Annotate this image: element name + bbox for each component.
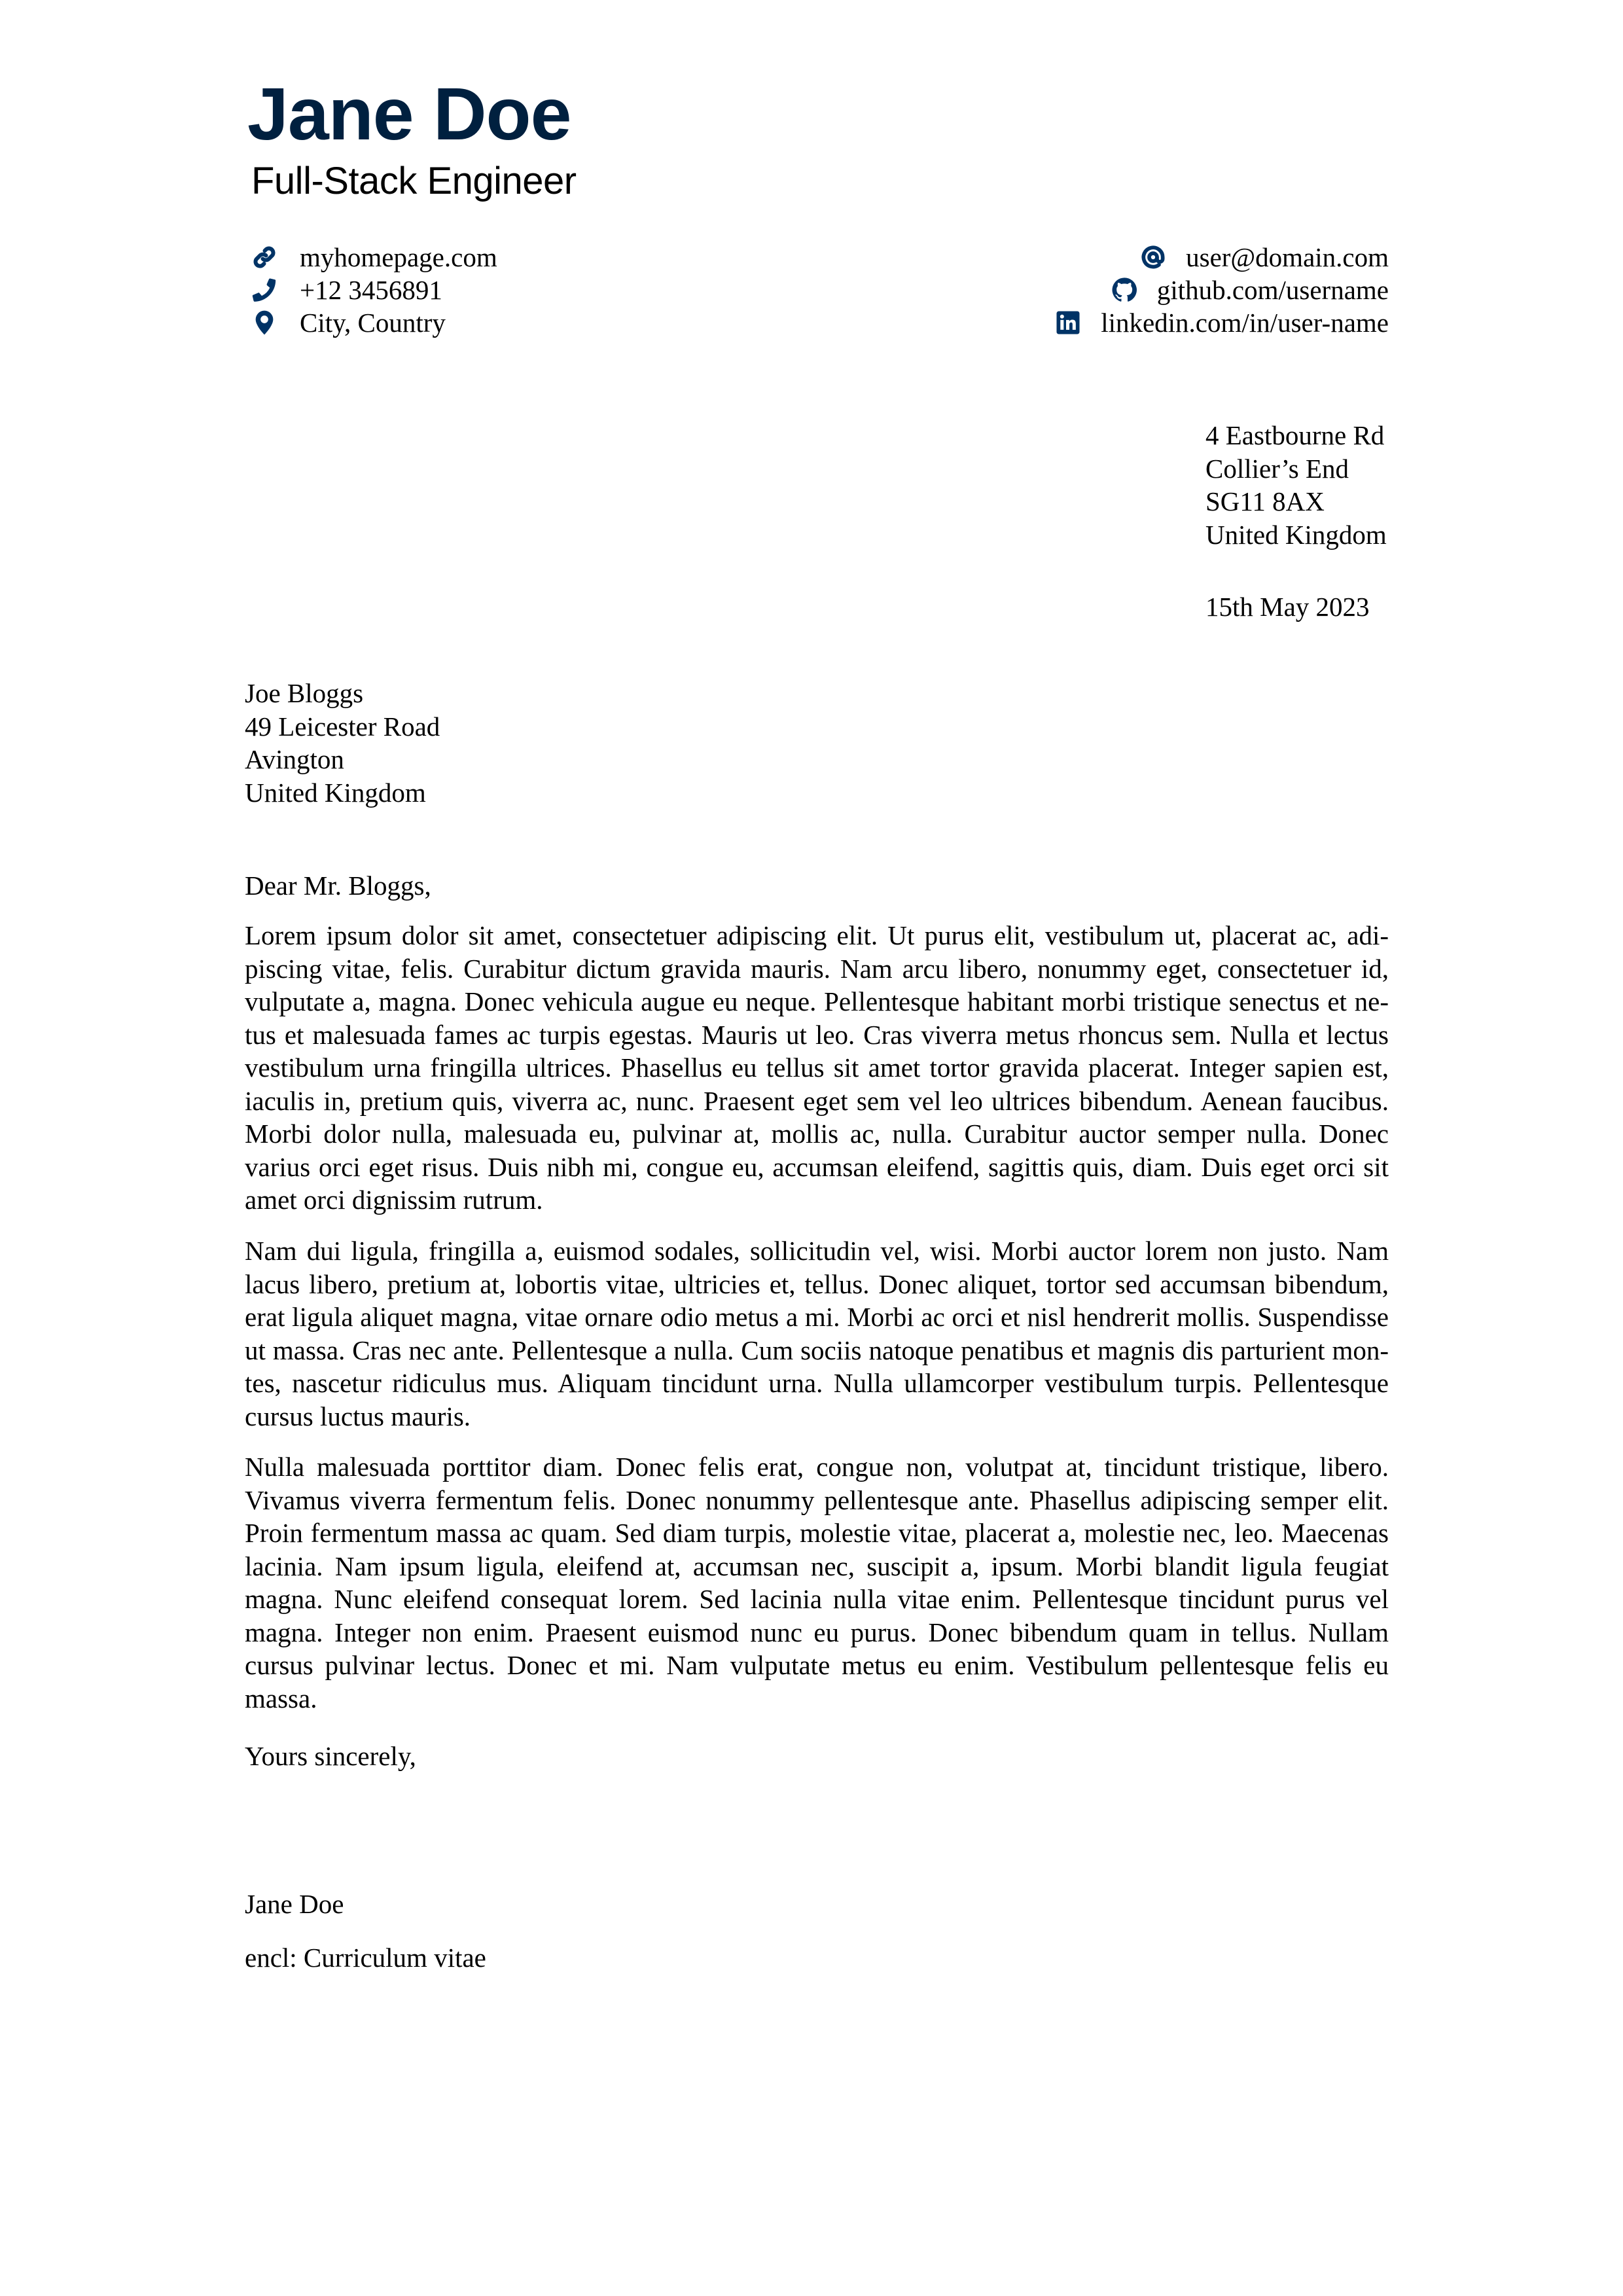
github-icon xyxy=(1109,274,1140,306)
recipient-name: Joe Bloggs xyxy=(245,678,364,708)
body-paragraph: Nam dui ligula, fringilla a, euismod sodales, sollicitudin vel, wisi. Morbi auctor lorem non justo. Nam lacus libero, pretium at, lobortis vitae, ultricies et, tellus. Donec aliquet, tortor sed accumsan bibendum, erat ligula aliquet magna, vitae ornare odio metus a mi. Morbi ac orci et nisl hendrerit mollis. Suspendisse ut massa. Cras nec ante. Pellentesque a nulla. Cum sociis natoque penatibus et magnis dis parturient montes, nascetur ridiculus mus. Aliquam tincidunt urna. Nulla ullamcorper vestibulum turpis. Pellentesque cursus luctus mauris. xyxy=(245,1236,1389,1431)
contact-email[interactable] xyxy=(1052,241,1389,274)
letter-date: 15th May 2023 xyxy=(1205,592,1370,622)
contact-list-right xyxy=(1052,241,1389,339)
sender-address-line: United Kingdom xyxy=(1205,519,1387,550)
salutation: Dear Mr. Bloggs, xyxy=(245,870,431,901)
phone-icon xyxy=(249,274,280,306)
location-text: City, Country xyxy=(300,308,446,338)
github-link[interactable]: github.com/username xyxy=(1156,275,1389,305)
link-icon xyxy=(249,241,280,274)
body-paragraph: Nulla malesuada porttitor diam. Donec felis erat, congue non, volutpat at, tincidunt tristique, libero. Vivamus viverra fermentum felis. Donec nonummy pellentesque ante. Phasellus adipiscing semper elit. Proin fermentum massa ac quam. Sed diam turpis, molestie vitae, placerat a, molestie nec, leo. Maecenas lacinia. Nam ipsum ligula, eleifend at, accumsan nec, suscipit a, ipsum. Morbi blandit ligula feugiat magna. Nunc eleifend consequat lorem. Sed lacinia nulla vitae enim. Pellentesque tincidunt purus vel magna. Integer non enim. Praesent euismod nunc eu purus. Donec bibendum quam in tellus. Nullam cursus pulvinar lectus. Donec et mi. Nam vulputate metus eu enim. Vestibulum pellentesque felis eu massa. xyxy=(245,1452,1389,1713)
map-marker-icon xyxy=(249,306,280,339)
sender-address-line: Collier’s End xyxy=(1205,453,1349,484)
linkedin-link[interactable]: linkedin.com/in/user-name xyxy=(1101,308,1389,338)
recipient-address-line: 49 Leicester Road xyxy=(245,711,440,742)
linkedin-icon xyxy=(1052,306,1084,339)
phone-link[interactable]: +12 3456891 xyxy=(300,275,442,305)
signature-name: Jane Doe xyxy=(245,1889,344,1919)
homepage-link[interactable]: myhomepage.com xyxy=(300,242,497,272)
contact-linkedin[interactable] xyxy=(1052,306,1389,339)
body-paragraph: Lorem ipsum dolor sit amet, consectetuer adipiscing elit. Ut purus elit, vestibulum ut, placerat ac, adipiscing vitae, felis. Curabitur dictum gravida mauris. Nam arcu libero, nonummy eget, consectetuer id, vulputate a, magna. Donec vehicula augue eu neque. Pellentesque habitant morbi tristique senectus et netus et malesuada fames ac turpis egestas. Mauris ut leo. Cras viverra metus rhoncus sem. Nulla et lectus vestibulum urna fringilla ultrices. Phasellus eu tellus sit amet tortor gravida placerat. Integer sapien est, iaculis in, pretium quis, viverra ac, nunc. Praesent eget sem vel leo ultrices bibendum. Aenean faucibus. Morbi dolor nulla, malesuada eu, pulvinar at, mollis ac, nulla. Curabitur auctor semper nulla. Donec varius orci eget risus. Duis nibh mi, congue eu, accumsan eleifend, sagittis quis, diam. Duis eget orci sit amet orci dignissim rutrum. xyxy=(245,920,1389,1215)
recipient-address-line: United Kingdom xyxy=(245,777,426,808)
applicant-position: Full-Stack Engineer xyxy=(251,160,577,202)
enclosure-note: encl: Curriculum vitae xyxy=(245,1943,486,1973)
sender-address-line: SG11 8AX xyxy=(1205,486,1325,516)
contact-location xyxy=(249,306,497,339)
applicant-name: Jane Doe xyxy=(247,73,571,155)
closing: Yours sincerely, xyxy=(245,1741,416,1771)
sender-address-line: 4 Eastbourne Rd xyxy=(1205,420,1385,450)
contact-homepage[interactable] xyxy=(249,241,497,274)
contact-github[interactable] xyxy=(1052,274,1389,306)
sender-address xyxy=(1205,419,1387,551)
recipient-address xyxy=(245,677,440,809)
at-sign-icon xyxy=(1137,241,1169,274)
email-link[interactable]: user@domain.com xyxy=(1186,242,1389,272)
recipient-address-line: Avington xyxy=(245,744,344,774)
contact-phone[interactable] xyxy=(249,274,497,306)
contact-list-left xyxy=(249,241,497,339)
